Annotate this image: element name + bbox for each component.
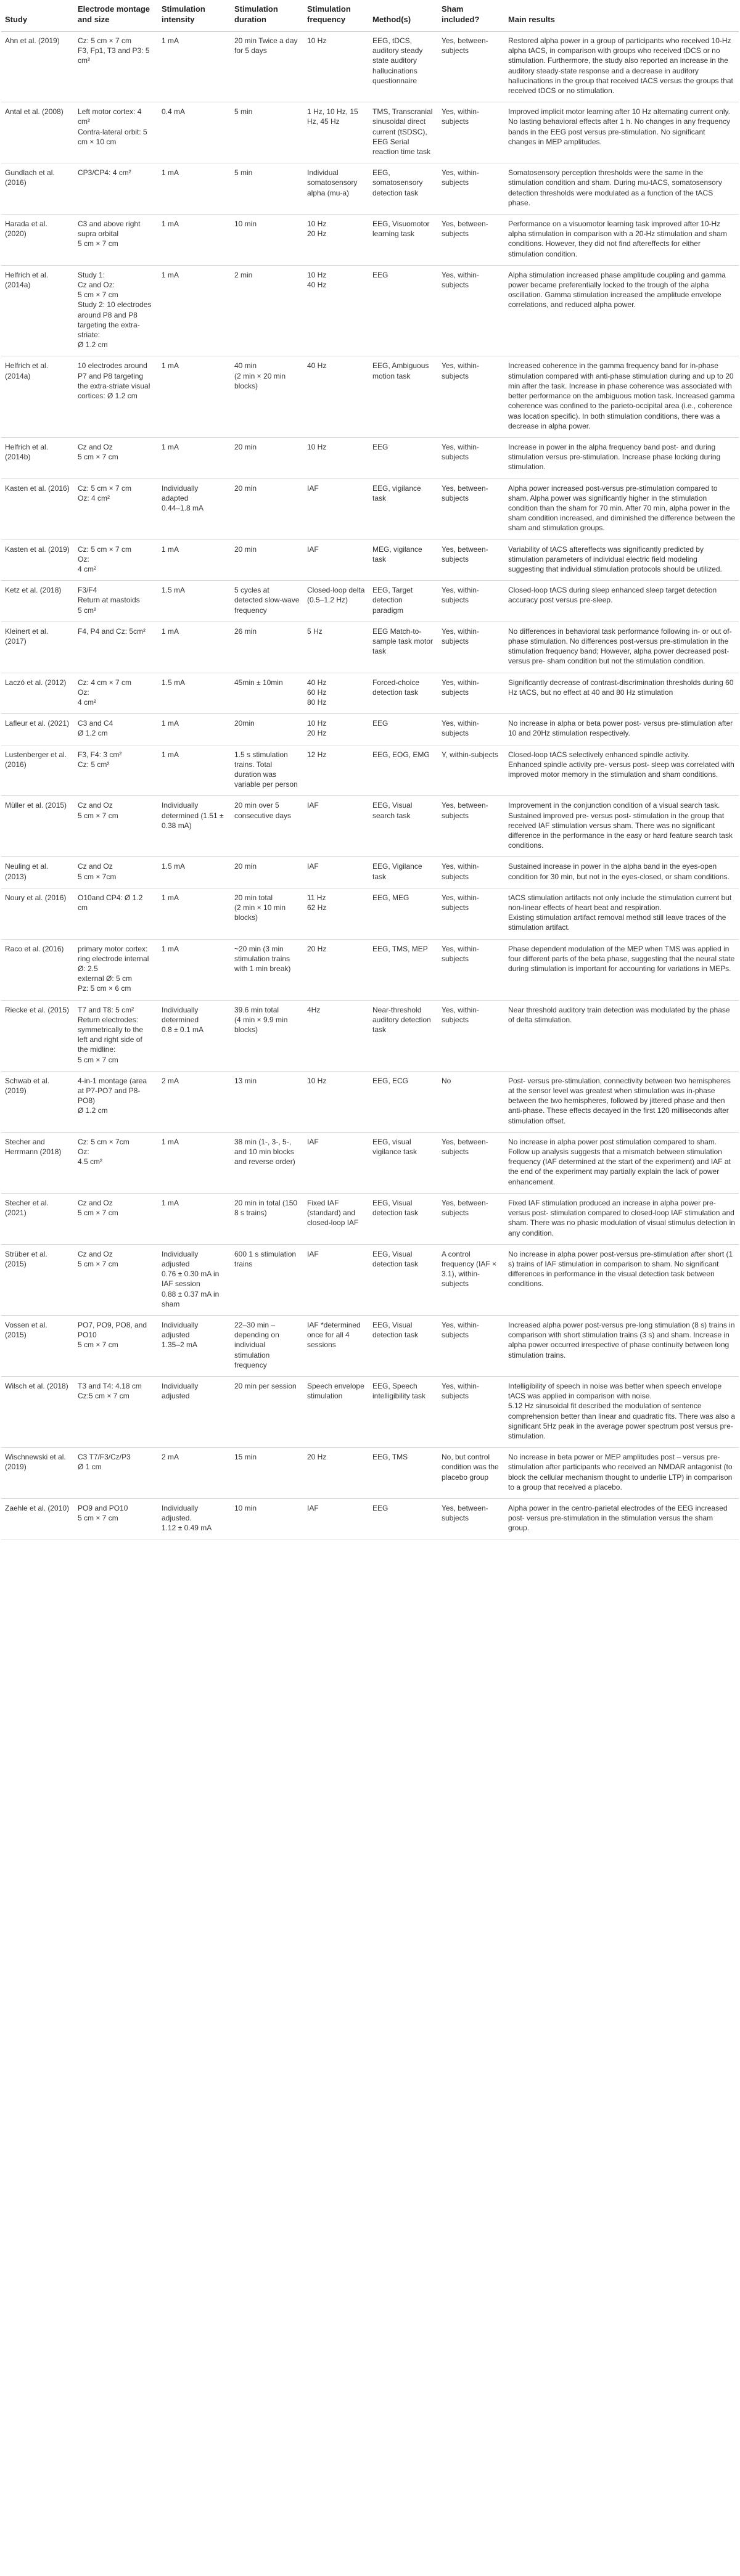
cell-stimulation-duration: 20 min over 5 consecutive days	[231, 796, 303, 857]
cell-methods: TMS, Transcranial sinusoidal direct current (tSDSC), EEG Serial reaction time task	[369, 102, 438, 163]
cell-stimulation-frequency: 10 Hz 20 Hz	[303, 215, 369, 266]
cell-sham-included: Yes, within-subjects	[438, 714, 504, 745]
cell-electrode-montage: T7 and T8: 5 cm² Return electrodes: symmetrically to the left and right side of the midline: 5 cm × 7 cm	[74, 1000, 158, 1071]
cell-stimulation-intensity: Individually adjusted. 1.12 ± 0.49 mA	[158, 1498, 231, 1540]
cell-sham-included: Yes, between-subjects	[438, 215, 504, 266]
cell-study: Strüber et al. (2015)	[1, 1244, 74, 1315]
cell-stimulation-duration: 20 min	[231, 437, 303, 478]
cell-stimulation-intensity: 1 mA	[158, 714, 231, 745]
table-row	[1, 857, 739, 888]
cell-stimulation-frequency: IAF	[303, 539, 369, 581]
cell-stimulation-frequency: IAF	[303, 1132, 369, 1193]
cell-electrode-montage: PO7, PO9, PO8, and PO10 5 cm × 7 cm	[74, 1315, 158, 1376]
cell-main-results: No increase in alpha power post-versus pre-stimulation after short (1 s) trains of IAF stimulation in comparison to sham. No significant differences in performance in the visual detection task between conditions.	[504, 1244, 739, 1315]
cell-methods: EEG, Visual search task	[369, 796, 438, 857]
cell-stimulation-frequency: IAF	[303, 478, 369, 539]
cell-methods: EEG	[369, 265, 438, 356]
cell-sham-included: Yes, within-subjects	[438, 1000, 504, 1071]
cell-main-results: Sustained increase in power in the alpha band in the eyes-open condition for 30 min, but not in the eyes-closed, or sham conditions.	[504, 857, 739, 888]
cell-sham-included: Yes, between-subjects	[438, 796, 504, 857]
table-header-row	[1, 0, 739, 31]
cell-sham-included: Yes, between-subjects	[438, 539, 504, 581]
cell-electrode-montage: Cz: 5 cm × 7 cm F3, Fp1, T3 and P3: 5 cm²	[74, 31, 158, 102]
header-stimulation-intensity: Stimulation intensity	[158, 0, 231, 31]
table-row	[1, 939, 739, 1000]
cell-electrode-montage: F4, P4 and Cz: 5cm²	[74, 621, 158, 673]
cell-electrode-montage: Study 1: Cz and Oz: 5 cm × 7 cm Study 2: 10 electrodes around P8 and P8 targeting the extra-striate: Ø 1.2 cm	[74, 265, 158, 356]
cell-sham-included: Yes, within-subjects	[438, 939, 504, 1000]
cell-stimulation-frequency: 12 Hz	[303, 745, 369, 796]
cell-methods: EEG, Target detection paradigm	[369, 581, 438, 622]
cell-main-results: No differences in behavioral task performance following in- or out of-phase stimulation. No differences post-versus pre-stimulation in the stimulation frequency band; However, alpha power decreased post-versus pre- sham condition but not the stimulation condition.	[504, 621, 739, 673]
cell-stimulation-intensity: 1.5 mA	[158, 857, 231, 888]
cell-main-results: Increased coherence in the gamma frequency band for in-phase stimulation compared with anti-phase stimulation during and up to 20 min after the task. Increase in phase coherence was associated with better performance on the ambiguous motion task. Increased gamma coherence was confined to the parieto-occipital area (i.e., coherence was location specific). In both stimulation conditions, there was a decrease in alpha power.	[504, 356, 739, 437]
cell-stimulation-frequency: Closed-loop delta (0.5–1.2 Hz)	[303, 581, 369, 622]
cell-sham-included: Y, within-subjects	[438, 745, 504, 796]
cell-main-results: No increase in alpha or beta power post- versus pre-stimulation after 10 and 20Hz stimulation respectively.	[504, 714, 739, 745]
cell-stimulation-intensity: 0.4 mA	[158, 102, 231, 163]
cell-study: Antal et al. (2008)	[1, 102, 74, 163]
cell-sham-included: Yes, within-subjects	[438, 437, 504, 478]
table-row	[1, 714, 739, 745]
cell-stimulation-frequency: Individual somatosensory alpha (mu-a)	[303, 163, 369, 215]
cell-stimulation-intensity: 1 mA	[158, 437, 231, 478]
cell-electrode-montage: Cz: 5 cm × 7 cm Oz: 4 cm²	[74, 478, 158, 539]
cell-main-results: Significantly decrease of contrast-discrimination thresholds during 60 Hz tACS, but no effect at 40 and 80 Hz stimulation	[504, 673, 739, 714]
table-row	[1, 31, 739, 102]
cell-main-results: Performance on a visuomotor learning task improved after 10-Hz alpha stimulation in comparison with a 20-Hz stimulation and sham conditions. However, they did not find aftereffects for either stimulation condition.	[504, 215, 739, 266]
cell-study: Kleinert et al. (2017)	[1, 621, 74, 673]
cell-stimulation-duration: 20 min per session	[231, 1376, 303, 1447]
cell-methods: EEG, visual vigilance task	[369, 1132, 438, 1193]
cell-stimulation-duration: 40 min (2 min × 20 min blocks)	[231, 356, 303, 437]
cell-stimulation-duration: 45min ± 10min	[231, 673, 303, 714]
cell-stimulation-duration: 20 min in total (150 8 s trains)	[231, 1193, 303, 1244]
table-row	[1, 1132, 739, 1193]
cell-electrode-montage: Cz and Oz 5 cm × 7 cm	[74, 1244, 158, 1315]
cell-methods: MEG, vigilance task	[369, 539, 438, 581]
cell-methods: EEG, TMS, MEP	[369, 939, 438, 1000]
cell-study: Müller et al. (2015)	[1, 796, 74, 857]
cell-stimulation-duration: 26 min	[231, 621, 303, 673]
cell-sham-included: Yes, within-subjects	[438, 857, 504, 888]
table-row	[1, 215, 739, 266]
table-row	[1, 581, 739, 622]
cell-stimulation-intensity: 1 mA	[158, 539, 231, 581]
cell-stimulation-intensity: 1.5 mA	[158, 673, 231, 714]
header-electrode-montage: Electrode montage and size	[74, 0, 158, 31]
cell-sham-included: Yes, within-subjects	[438, 621, 504, 673]
cell-electrode-montage: Cz and Oz 5 cm × 7 cm	[74, 437, 158, 478]
cell-main-results: Alpha stimulation increased phase amplitude coupling and gamma power became preferentially locked to the trough of the alpha oscillation. Gamma stimulation increased the amplitude envelope correlations, and reduced alpha power.	[504, 265, 739, 356]
cell-stimulation-frequency: 5 Hz	[303, 621, 369, 673]
cell-electrode-montage: O10and CP4: Ø 1.2 cm	[74, 888, 158, 939]
cell-stimulation-duration: 22–30 min – depending on individual stimulation frequency	[231, 1315, 303, 1376]
cell-stimulation-frequency: 20 Hz	[303, 1448, 369, 1499]
cell-stimulation-intensity: 1 mA	[158, 745, 231, 796]
table-row	[1, 796, 739, 857]
cell-sham-included: No	[438, 1071, 504, 1132]
table-row	[1, 437, 739, 478]
cell-main-results: Closed-loop tACS during sleep enhanced sleep target detection accuracy post versus pre-sleep.	[504, 581, 739, 622]
cell-stimulation-duration: 2 min	[231, 265, 303, 356]
cell-sham-included: Yes, within-subjects	[438, 888, 504, 939]
cell-sham-included: Yes, within-subjects	[438, 102, 504, 163]
cell-stimulation-intensity: 2 mA	[158, 1071, 231, 1132]
cell-methods: EEG, MEG	[369, 888, 438, 939]
cell-stimulation-intensity: Individually adjusted	[158, 1376, 231, 1447]
cell-main-results: Intelligibility of speech in noise was better when speech envelope tACS was applied in comparison with noise. 5.12 Hz sinusoidal fit described the modulation of sentence comprehension better than linear and quadratic fits. There was also a significant 5Hz peak in the average power spectrum post versus pre-stimulation.	[504, 1376, 739, 1447]
cell-study: Ahn et al. (2019)	[1, 31, 74, 102]
cell-stimulation-frequency: Fixed IAF (standard) and closed-loop IAF	[303, 1193, 369, 1244]
cell-study: Laczó et al. (2012)	[1, 673, 74, 714]
cell-stimulation-duration: 20 min Twice a day for 5 days	[231, 31, 303, 102]
cell-stimulation-intensity: 1 mA	[158, 215, 231, 266]
cell-methods: EEG	[369, 714, 438, 745]
cell-electrode-montage: Cz and Oz 5 cm × 7 cm	[74, 1193, 158, 1244]
cell-main-results: Alpha power in the centro-parietal electrodes of the EEG increased post- versus pre-stimulation in the stimulation versus the sham group.	[504, 1498, 739, 1540]
cell-stimulation-duration: 5 min	[231, 102, 303, 163]
cell-stimulation-intensity: 1 mA	[158, 356, 231, 437]
cell-study: Vossen et al. (2015)	[1, 1315, 74, 1376]
cell-electrode-montage: Cz: 4 cm × 7 cm Oz: 4 cm²	[74, 673, 158, 714]
cell-stimulation-intensity: Individually adjusted 0.76 ± 0.30 mA in IAF session 0.88 ± 0.37 mA in sham	[158, 1244, 231, 1315]
cell-stimulation-frequency: IAF	[303, 796, 369, 857]
table-row	[1, 265, 739, 356]
cell-stimulation-intensity: Individually adjusted 1.35–2 mA	[158, 1315, 231, 1376]
cell-stimulation-intensity: 1 mA	[158, 888, 231, 939]
table-row	[1, 102, 739, 163]
cell-study: Riecke et al. (2015)	[1, 1000, 74, 1071]
cell-stimulation-duration: 5 cycles at detected slow-wave frequency	[231, 581, 303, 622]
header-main-results: Main results	[504, 0, 739, 31]
cell-electrode-montage: Cz: 5 cm × 7cm Oz: 4.5 cm²	[74, 1132, 158, 1193]
cell-methods: EEG, Visuomotor learning task	[369, 215, 438, 266]
cell-sham-included: Yes, within-subjects	[438, 265, 504, 356]
table-row	[1, 478, 739, 539]
cell-main-results: Alpha power increased post-versus pre-stimulation compared to sham. Alpha power was significantly higher in the stimulation condition than the sham for 70 min. After 70 min, alpha power in the sham condition increased, and diminished the difference between the sham and stimulation groups.	[504, 478, 739, 539]
cell-main-results: Fixed IAF stimulation produced an increase in alpha power pre- versus post- stimulation compared to closed-loop IAF stimulation and sham. There was no phasic modulation of visual stimulus detection in any condition.	[504, 1193, 739, 1244]
table-row	[1, 1193, 739, 1244]
cell-study: Wilsch et al. (2018)	[1, 1376, 74, 1447]
cell-stimulation-intensity: 1 mA	[158, 1193, 231, 1244]
table-row	[1, 1000, 739, 1071]
cell-study: Lustenberger et al. (2016)	[1, 745, 74, 796]
studies-table	[1, 0, 739, 1540]
cell-main-results: Somatosensory perception thresholds were the same in the stimulation condition and sham. During mu-tACS, somatosensory detection thresholds were modulated as a function of the tACS phase.	[504, 163, 739, 215]
cell-electrode-montage: primary motor cortex: ring electrode internal Ø: 2.5 external Ø: 5 cm Pz: 5 cm × 6 cm	[74, 939, 158, 1000]
cell-sham-included: Yes, between-subjects	[438, 31, 504, 102]
cell-stimulation-frequency: 40 Hz 60 Hz 80 Hz	[303, 673, 369, 714]
cell-electrode-montage: T3 and T4: 4.18 cm Cz:5 cm × 7 cm	[74, 1376, 158, 1447]
header-sham-included: Sham included?	[438, 0, 504, 31]
cell-study: Noury et al. (2016)	[1, 888, 74, 939]
cell-study: Gundlach et al. (2016)	[1, 163, 74, 215]
cell-stimulation-frequency: 10 Hz	[303, 1071, 369, 1132]
cell-stimulation-frequency: 10 Hz	[303, 437, 369, 478]
cell-stimulation-frequency: 10 Hz 40 Hz	[303, 265, 369, 356]
cell-stimulation-frequency: 10 Hz 20 Hz	[303, 714, 369, 745]
cell-study: Lafleur et al. (2021)	[1, 714, 74, 745]
cell-electrode-montage: F3, F4: 3 cm² Cz: 5 cm²	[74, 745, 158, 796]
cell-sham-included: Yes, between-subjects	[438, 1498, 504, 1540]
table-row	[1, 745, 739, 796]
cell-main-results: Increase in power in the alpha frequency band post- and during stimulation versus pre-stimulation. Increase phase locking during stimulation.	[504, 437, 739, 478]
cell-stimulation-frequency: 10 Hz	[303, 31, 369, 102]
cell-electrode-montage: C3 and C4 Ø 1.2 cm	[74, 714, 158, 745]
cell-stimulation-frequency: IAF	[303, 857, 369, 888]
cell-methods: EEG, Speech intelligibility task	[369, 1376, 438, 1447]
cell-stimulation-intensity: 1.5 mA	[158, 581, 231, 622]
cell-methods: EEG Match-to-sample task motor task	[369, 621, 438, 673]
cell-study: Stecher and Herrmann (2018)	[1, 1132, 74, 1193]
cell-stimulation-duration: 600 1 s stimulation trains	[231, 1244, 303, 1315]
cell-sham-included: Yes, within-subjects	[438, 1315, 504, 1376]
table-row	[1, 1244, 739, 1315]
cell-study: Stecher et al. (2021)	[1, 1193, 74, 1244]
cell-main-results: Restored alpha power in a group of participants who received 10-Hz alpha tACS, in comparison with groups who received tDCS or no stimulation. Furthermore, the study also reported an increase in the auditory steady-state response and a decrease in auditory hallucinations in the group that received tACS versus the groups that received tDCS or no stimulation.	[504, 31, 739, 102]
cell-main-results: Phase dependent modulation of the MEP when TMS was applied in four different parts of the beta phase, suggesting that the neural state during stimulation is important for accounting for variations in MEPs.	[504, 939, 739, 1000]
cell-methods: EEG, Vigilance task	[369, 857, 438, 888]
cell-stimulation-intensity: 2 mA	[158, 1448, 231, 1499]
cell-stimulation-frequency: IAF	[303, 1244, 369, 1315]
cell-main-results: Improvement in the conjunction condition of a visual search task. Sustained improved pre- versus post- stimulation in the group that received IAF stimulation versus sham. There was no significant difference in the performance in the easy or hard feature search task conditions.	[504, 796, 739, 857]
cell-methods: EEG, Visual detection task	[369, 1244, 438, 1315]
cell-study: Neuling et al. (2013)	[1, 857, 74, 888]
cell-stimulation-duration: 20 min total (2 min × 10 min blocks)	[231, 888, 303, 939]
header-stimulation-duration: Stimulation duration	[231, 0, 303, 31]
cell-electrode-montage: C3 and above right supra orbital 5 cm × 7 cm	[74, 215, 158, 266]
cell-stimulation-duration: ~20 min (3 min stimulation trains with 1 min break)	[231, 939, 303, 1000]
table-row	[1, 1376, 739, 1447]
cell-study: Raco et al. (2016)	[1, 939, 74, 1000]
cell-stimulation-frequency: 20 Hz	[303, 939, 369, 1000]
cell-study: Ketz et al. (2018)	[1, 581, 74, 622]
cell-main-results: Closed-loop tACS selectively enhanced spindle activity. Enhanced spindle activity pre- versus post- sleep was correlated with improved motor memory in the stimulation and sham conditions.	[504, 745, 739, 796]
cell-study: Helfrich et al. (2014a)	[1, 356, 74, 437]
cell-electrode-montage: Cz and Oz 5 cm × 7 cm	[74, 796, 158, 857]
header-study: Study	[1, 0, 74, 31]
cell-study: Wischnewski et al. (2019)	[1, 1448, 74, 1499]
cell-stimulation-intensity: Individually determined (1.51 ± 0.38 mA)	[158, 796, 231, 857]
cell-main-results: No increase in beta power or MEP amplitudes post – versus pre-stimulation after participants who received an NMDAR antagonist (to block the cellular mechanism thought to underlie LTP) in comparison to a group that received a placebo.	[504, 1448, 739, 1499]
table-row	[1, 1448, 739, 1499]
cell-sham-included: A control frequency (IAF × 3.1), within-subjects	[438, 1244, 504, 1315]
cell-electrode-montage: Left motor cortex: 4 cm² Contra-lateral orbit: 5 cm × 10 cm	[74, 102, 158, 163]
cell-stimulation-intensity: 1 mA	[158, 939, 231, 1000]
cell-stimulation-frequency: IAF *determined once for all 4 sessions	[303, 1315, 369, 1376]
cell-stimulation-duration: 20 min	[231, 539, 303, 581]
cell-electrode-montage: CP3/CP4: 4 cm²	[74, 163, 158, 215]
cell-sham-included: Yes, between-subjects	[438, 478, 504, 539]
cell-methods: Near-threshold auditory detection task	[369, 1000, 438, 1071]
table-row	[1, 621, 739, 673]
cell-study: Helfrich et al. (2014a)	[1, 265, 74, 356]
cell-stimulation-frequency: IAF	[303, 1498, 369, 1540]
cell-stimulation-intensity: 1 mA	[158, 265, 231, 356]
cell-stimulation-intensity: 1 mA	[158, 163, 231, 215]
cell-stimulation-duration: 38 min (1-, 3-, 5-, and 10 min blocks and reverse order)	[231, 1132, 303, 1193]
cell-sham-included: Yes, within-subjects	[438, 1376, 504, 1447]
cell-study: Kasten et al. (2019)	[1, 539, 74, 581]
cell-methods: EEG, tDCS, auditory steady state auditory hallucinations questionnaire	[369, 31, 438, 102]
table-row	[1, 163, 739, 215]
header-stimulation-frequency: Stimulation frequency	[303, 0, 369, 31]
table-row	[1, 1498, 739, 1540]
cell-stimulation-duration: 13 min	[231, 1071, 303, 1132]
cell-stimulation-duration: 1.5 s stimulation trains. Total duration was variable per person	[231, 745, 303, 796]
cell-stimulation-intensity: Individually adapted 0.44–1.8 mA	[158, 478, 231, 539]
cell-sham-included: Yes, within-subjects	[438, 673, 504, 714]
cell-electrode-montage: PO9 and PO10 5 cm × 7 cm	[74, 1498, 158, 1540]
cell-stimulation-duration: 15 min	[231, 1448, 303, 1499]
cell-stimulation-intensity: 1 mA	[158, 31, 231, 102]
cell-stimulation-duration: 20 min	[231, 478, 303, 539]
cell-stimulation-intensity: 1 mA	[158, 621, 231, 673]
cell-stimulation-frequency: 11 Hz 62 Hz	[303, 888, 369, 939]
cell-methods: EEG, ECG	[369, 1071, 438, 1132]
cell-study: Schwab et al. (2019)	[1, 1071, 74, 1132]
cell-sham-included: Yes, within-subjects	[438, 163, 504, 215]
cell-sham-included: Yes, within-subjects	[438, 581, 504, 622]
cell-methods: EEG, Ambiguous motion task	[369, 356, 438, 437]
cell-sham-included: Yes, between-subjects	[438, 1193, 504, 1244]
cell-main-results: tACS stimulation artifacts not only include the stimulation current but non-linear effects of heart beat and respiration. Existing stimulation artifact removal method still leave traces of the stimulation artifact.	[504, 888, 739, 939]
cell-electrode-montage: C3 T7/F3/Cz/P3 Ø 1 cm	[74, 1448, 158, 1499]
cell-main-results: Variability of tACS aftereffects was significantly predicted by stimulation parameters of individual electric field modeling suggesting that individual stimulation protocols should be utilized.	[504, 539, 739, 581]
cell-sham-included: Yes, within-subjects	[438, 356, 504, 437]
table-body	[1, 31, 739, 1540]
cell-stimulation-duration: 39.6 min total (4 min × 9.9 min blocks)	[231, 1000, 303, 1071]
cell-electrode-montage: Cz: 5 cm × 7 cm Oz: 4 cm²	[74, 539, 158, 581]
cell-stimulation-frequency: 40 Hz	[303, 356, 369, 437]
cell-methods: EEG	[369, 1498, 438, 1540]
cell-electrode-montage: F3/F4 Return at mastoids 5 cm²	[74, 581, 158, 622]
cell-stimulation-intensity: Individually determined 0.8 ± 0.1 mA	[158, 1000, 231, 1071]
table-row	[1, 888, 739, 939]
cell-methods: EEG, Visual detection task	[369, 1315, 438, 1376]
cell-stimulation-intensity: 1 mA	[158, 1132, 231, 1193]
cell-stimulation-frequency: 4Hz	[303, 1000, 369, 1071]
cell-methods: EEG	[369, 437, 438, 478]
cell-study: Zaehle et al. (2010)	[1, 1498, 74, 1540]
cell-methods: EEG, TMS	[369, 1448, 438, 1499]
cell-sham-included: No, but control condition was the placebo group	[438, 1448, 504, 1499]
table-row	[1, 1315, 739, 1376]
cell-stimulation-duration: 20 min	[231, 857, 303, 888]
cell-methods: Forced-choice detection task	[369, 673, 438, 714]
cell-stimulation-duration: 10 min	[231, 215, 303, 266]
cell-stimulation-frequency: Speech envelope stimulation	[303, 1376, 369, 1447]
table-row	[1, 356, 739, 437]
cell-methods: EEG, Visual detection task	[369, 1193, 438, 1244]
cell-main-results: Improved implicit motor learning after 10 Hz alternating current only. No lasting behavioral effects after 1 h. No changes in any frequency bands in the EEG post versus pre-stimulation. No significant changes in MEP amplitudes.	[504, 102, 739, 163]
cell-main-results: No increase in alpha power post stimulation compared to sham. Follow up analysis suggests that a mismatch between stimulation frequency (IAF determined at the start of the experiment) and IAF at the end of the experiment may partially explain the lack of power enhancement.	[504, 1132, 739, 1193]
cell-stimulation-frequency: 1 Hz, 10 Hz, 15 Hz, 45 Hz	[303, 102, 369, 163]
cell-study: Harada et al. (2020)	[1, 215, 74, 266]
cell-electrode-montage: Cz and Oz 5 cm × 7cm	[74, 857, 158, 888]
cell-study: Helfrich et al. (2014b)	[1, 437, 74, 478]
cell-methods: EEG, EOG, EMG	[369, 745, 438, 796]
cell-main-results: Near threshold auditory train detection was modulated by the phase of delta stimulation.	[504, 1000, 739, 1071]
table-row	[1, 539, 739, 581]
cell-main-results: Post- versus pre-stimulation, connectivity between two hemispheres at the sensor level was greatest when stimulation was in-phase between the two hemispheres, followed by jittered phase and then anti-phase. These effects decayed in the first 120 milliseconds after stimulation offset.	[504, 1071, 739, 1132]
cell-study: Kasten et al. (2016)	[1, 478, 74, 539]
cell-stimulation-duration: 20min	[231, 714, 303, 745]
table-row	[1, 673, 739, 714]
cell-electrode-montage: 4-in-1 montage (area at P7-PO7 and P8-PO8) Ø 1.2 cm	[74, 1071, 158, 1132]
header-methods: Method(s)	[369, 0, 438, 31]
cell-electrode-montage: 10 electrodes around P7 and P8 targeting the extra-striate visual cortices: Ø 1.2 cm	[74, 356, 158, 437]
table-row	[1, 1071, 739, 1132]
cell-stimulation-duration: 5 min	[231, 163, 303, 215]
cell-main-results: Increased alpha power post-versus pre-long stimulation (8 s) trains in comparison with short stimulation trains (3 s) and sham. Increase in alpha power occurred irrespective of phase continuity between long stimulation trains.	[504, 1315, 739, 1376]
cell-methods: EEG, vigilance task	[369, 478, 438, 539]
cell-sham-included: Yes, between-subjects	[438, 1132, 504, 1193]
cell-stimulation-duration: 10 min	[231, 1498, 303, 1540]
cell-methods: EEG, somatosensory detection task	[369, 163, 438, 215]
